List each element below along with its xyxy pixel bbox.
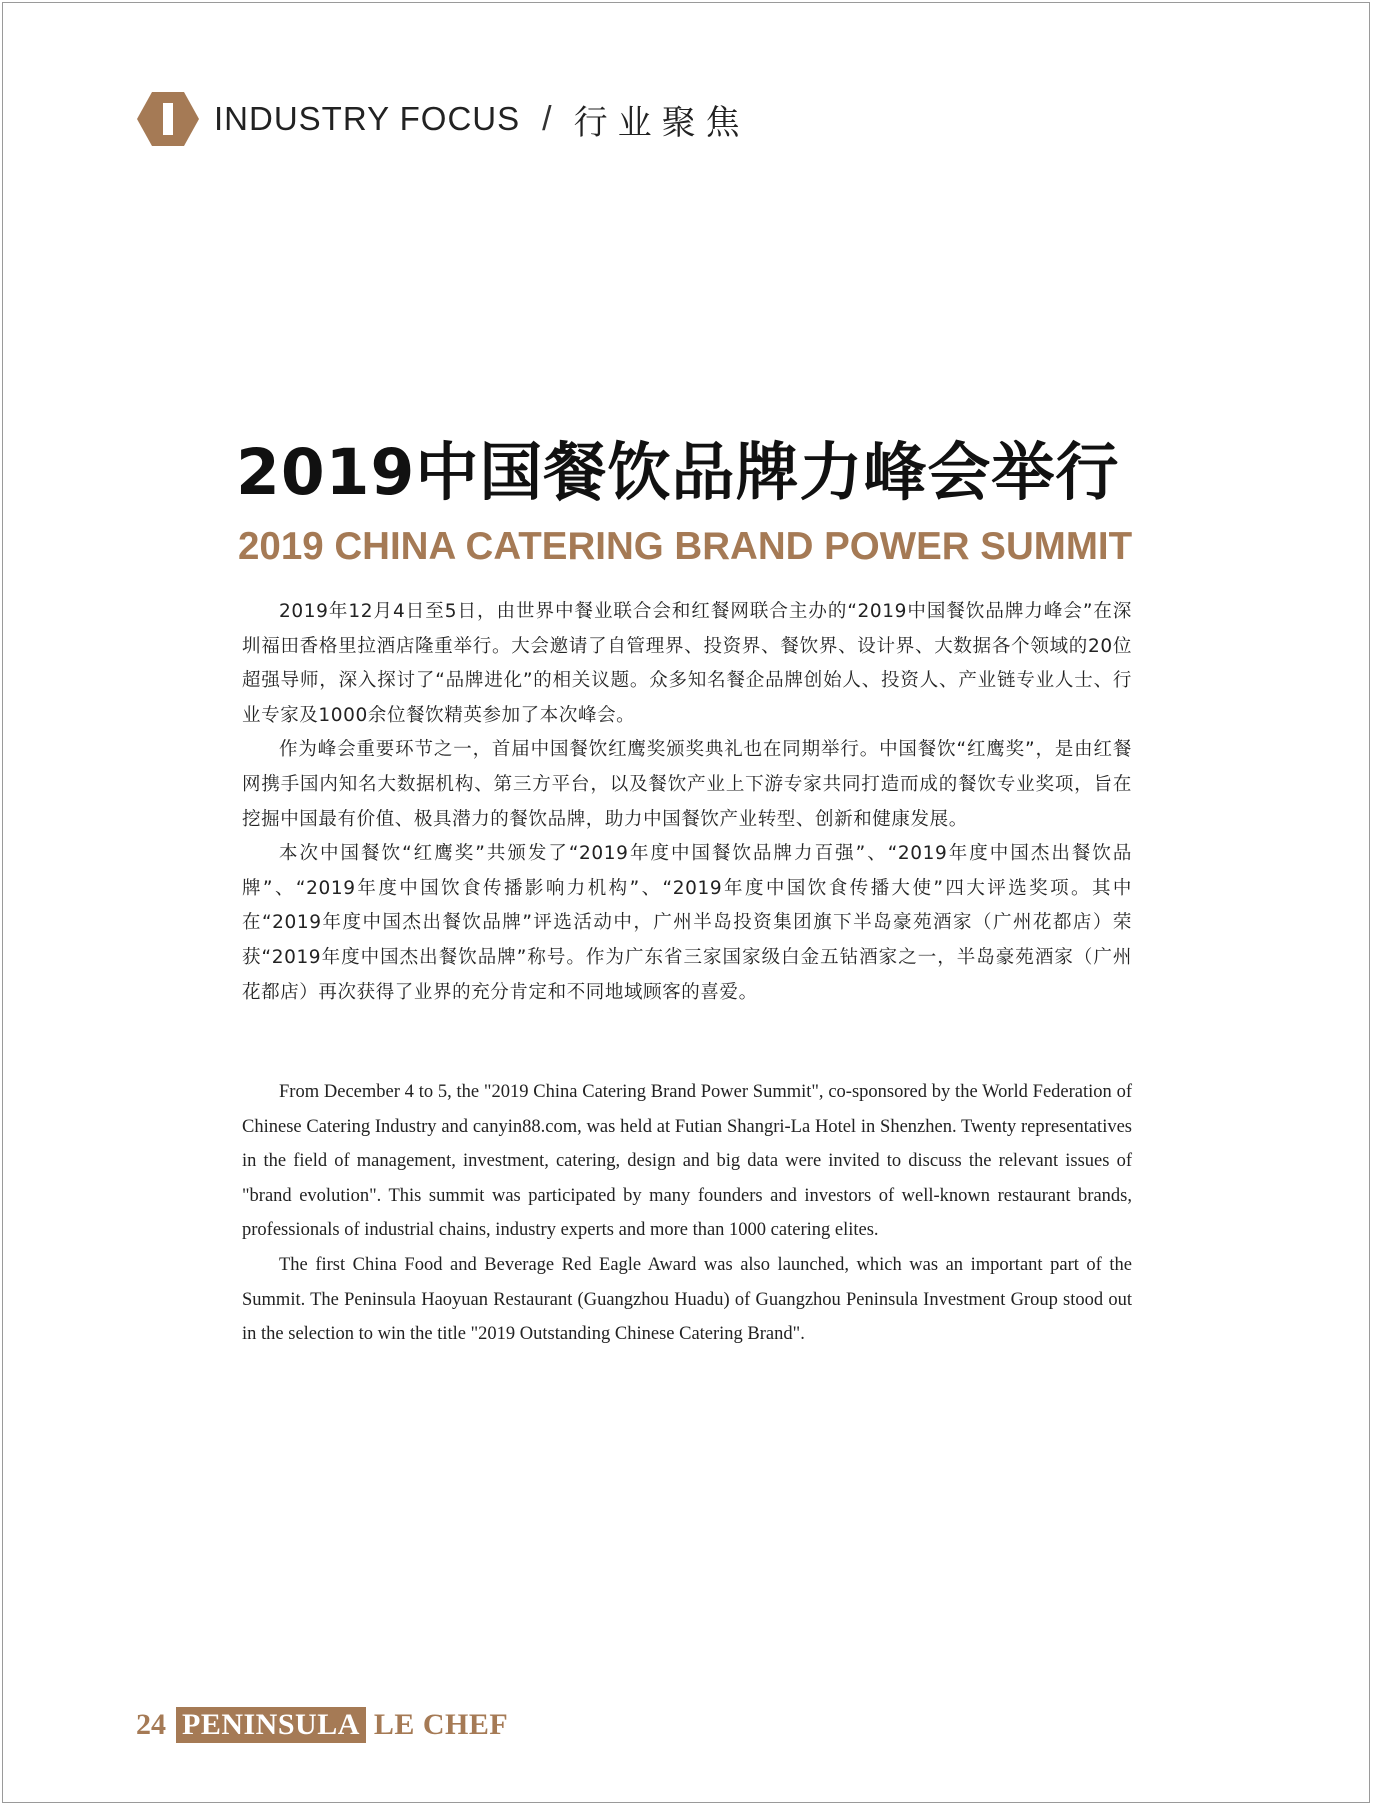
paragraph-zh: 作为峰会重要环节之一，首届中国餐饮红鹰奖颁奖典礼也在同期举行。中国餐饮“红鹰奖”，是由红餐网携手国内知名大数据机构、第三方平台，以及餐饮产业上下游专家共同打造而成的餐饮专业奖项，旨在挖掘中国最有价值、极具潜力的餐饮品牌，助力中国餐饮产业转型、创新和健康发展。 bbox=[242, 739, 1132, 830]
article-body-zh bbox=[242, 595, 1132, 1010]
page-number: 24 bbox=[136, 1708, 166, 1741]
paragraph-zh: 2019年12月4日至5日，由世界中餐业联合会和红餐网联合主办的“2019中国餐饮品牌力峰会”在深圳福田香格里拉酒店隆重举行。大会邀请了自管理界、投资界、餐饮界、设计界、大数据各个领域的20位超强导师，深入探讨了“品牌进化”的相关议题。众多知名餐企品牌创始人、投资人、产业链专业人士、行业专家及1000余位餐饮精英参加了本次峰会。 bbox=[242, 601, 1132, 726]
article-body-en bbox=[242, 1075, 1132, 1352]
section-title-en: INDUSTRY FOCUS bbox=[214, 100, 521, 137]
section-title-zh: 行业聚焦 bbox=[573, 102, 750, 143]
article-title-zh: 2019中国餐饮品牌力峰会举行 bbox=[236, 436, 1120, 509]
page-footer bbox=[136, 1707, 508, 1743]
paragraph-zh: 本次中国餐饮“红鹰奖”共颁发了“2019年度中国餐饮品牌力百强”、“2019年度中国杰出餐饮品牌”、“2019年度中国饮食传播影响力机构”、“2019年度中国饮食传播大使”四大评选奖项。其中在“2019年度中国杰出餐饮品牌”评选活动中，广州半岛投资集团旗下半岛豪苑酒家（广州花都店）荣获“2019年度中国杰出餐饮品牌”称号。作为广东省三家国家级白金五钻酒家之一，半岛豪苑酒家（广州花都店）再次获得了业界的充分肯定和不同地域顾客的喜爱。 bbox=[242, 843, 1132, 1003]
section-header bbox=[136, 88, 750, 150]
magazine-brand-suffix: LE CHEF bbox=[373, 1708, 509, 1741]
paragraph-en: From December 4 to 5, the "2019 China Catering Brand Power Summit", co-sponsored by the World Federation of Chinese Catering Industry and canyin88.com, was held at Futian Shangri-La Hotel in Shenzhen. Twenty representatives in the field of management, investment, catering, design and big data were invited to discuss the relevant issues of "brand evolution". This summit was participated by many founders and investors of well-known restaurant brands, professionals of industrial chains, industry experts and more than 1000 catering elites. bbox=[242, 1082, 1132, 1241]
article-title-en: 2019 CHINA CATERING BRAND POWER SUMMIT bbox=[238, 525, 1133, 568]
section-separator: / bbox=[542, 99, 552, 138]
paragraph-en: The first China Food and Beverage Red Eagle Award was also launched, which was an important part of the Summit. The Peninsula Haoyuan Restaurant (Guangzhou Huadu) of Guangzhou Peninsula Investment Group stood out in the selection to win the title "2019 Outstanding Chinese Catering Brand". bbox=[242, 1254, 1132, 1345]
magazine-brand: PENINSULA bbox=[176, 1707, 366, 1743]
section-badge-icon bbox=[136, 90, 200, 148]
